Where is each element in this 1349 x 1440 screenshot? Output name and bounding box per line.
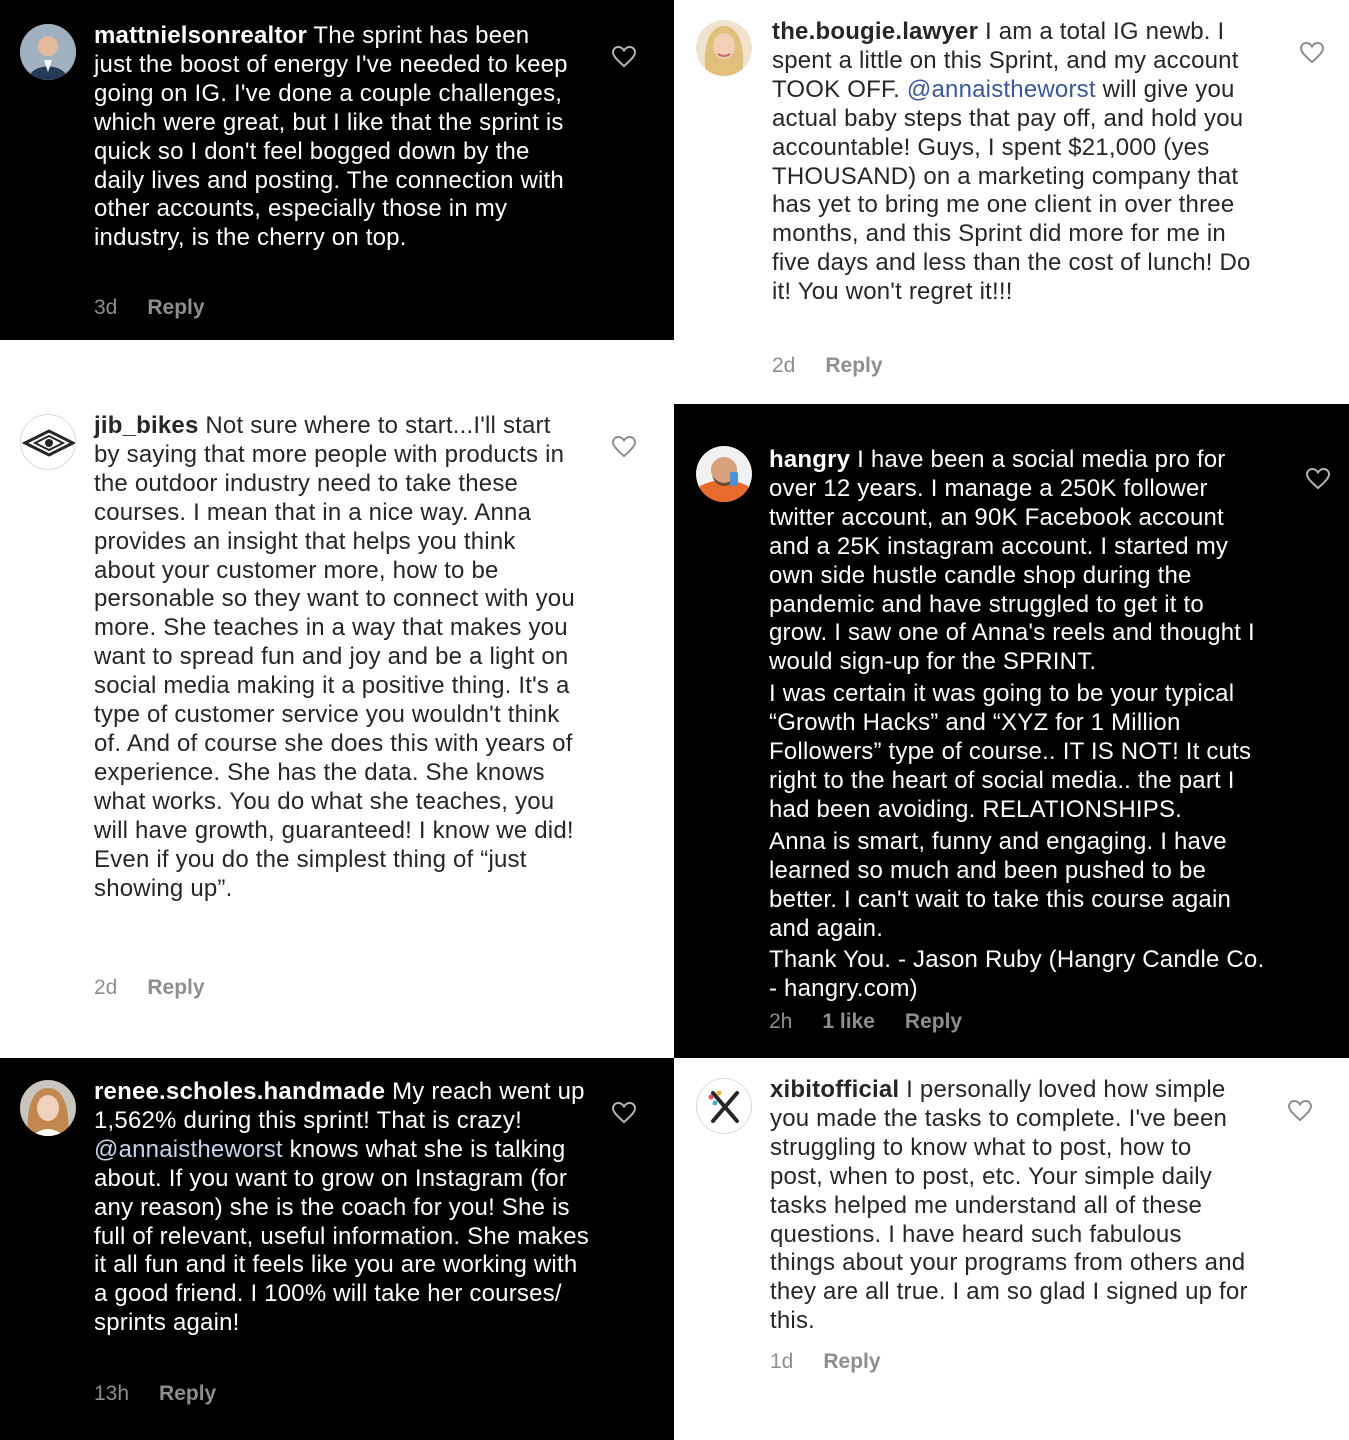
reply-button[interactable]: Reply bbox=[823, 1350, 881, 1373]
comment-paragraph: I was certain it was going to be your typical “Growth Hacks” and “XYZ for 1 Million Followers” type of course.. IT IS NOT! It cuts right to the heart of social media.. the part I had been avoiding. RELATIONSHIPS. bbox=[769, 680, 1252, 823]
reply-button[interactable]: Reply bbox=[904, 1010, 963, 1033]
timestamp: 1d bbox=[770, 1350, 794, 1373]
comment-text bbox=[770, 1076, 1250, 1336]
comment-paragraph: Thank You. - Jason Ruby (Hangry Candle Co. - hangry.com) bbox=[769, 946, 1265, 1003]
like-heart-icon[interactable] bbox=[1288, 1100, 1312, 1122]
reply-button[interactable]: Reply bbox=[825, 354, 883, 377]
username[interactable]: xibitofficial bbox=[770, 1076, 900, 1103]
avatar[interactable] bbox=[20, 414, 76, 470]
avatar-photo-icon bbox=[20, 24, 76, 80]
reply-button[interactable]: Reply bbox=[159, 1382, 217, 1405]
comment-text bbox=[94, 412, 576, 903]
comment-body: My reach went up 1,562% during this sprint! That is crazy! bbox=[94, 1078, 585, 1134]
comment-text bbox=[772, 18, 1262, 307]
comment-card bbox=[0, 0, 674, 340]
timestamp: 3d bbox=[94, 296, 118, 319]
comment-paragraph: Anna is smart, funny and engaging. I have learned so much and been pushed to be better. I can't wait to take this course again and again. bbox=[769, 827, 1232, 942]
avatar[interactable] bbox=[696, 446, 752, 502]
comment-body: will give you actual baby steps that pay off, and hold you accountable! Guys, I spent $21,000 (yes THOUSAND) on a marketing company that has yet to bring me one client in over three months, and this Sprint did more for me in five days and less than the cost of lunch! Do it! You won't regret it!!! bbox=[772, 75, 1251, 306]
comment-meta bbox=[769, 1010, 962, 1034]
avatar[interactable] bbox=[696, 20, 752, 76]
username[interactable]: hangry bbox=[769, 446, 851, 473]
like-heart-icon[interactable] bbox=[1306, 468, 1330, 490]
comment-meta bbox=[770, 1350, 881, 1374]
comment-meta bbox=[772, 354, 883, 378]
comment-meta bbox=[94, 296, 205, 320]
comment-body: The sprint has been just the boost of energy I've needed to keep going on IG. I've done a couple challenges, which were great, but I like that the sprint is quick so I don't feel bogged down by the daily lives and posting. The connection with other accounts, especially those in my industry, is the cherry on top. bbox=[94, 22, 568, 252]
reply-button[interactable]: Reply bbox=[147, 296, 205, 319]
comment-meta bbox=[94, 1382, 216, 1406]
username[interactable]: renee.scholes.handmade bbox=[94, 1078, 386, 1105]
like-heart-icon[interactable] bbox=[612, 46, 636, 68]
avatar-photo-icon bbox=[696, 446, 752, 502]
mention-link[interactable]: @annaistheworst bbox=[906, 75, 1096, 103]
comment-body: I have been a social media pro for over 12 years. I manage a 250K follower twitter account, an 90K Facebook account and a 25K instagram account. I started my own side hustle candle shop during the pandemic and have struggled to get it to grow. I saw one of Anna's reels and thought I would sign-up for the SPRINT. bbox=[769, 446, 1255, 676]
brand-logo-icon bbox=[21, 415, 76, 470]
comment-body: I am a total IG newb. I spent a little on this Sprint, and my account TOOK OFF. bbox=[772, 18, 1239, 103]
timestamp: 2d bbox=[94, 976, 118, 999]
avatar[interactable] bbox=[20, 1080, 76, 1136]
comment-meta bbox=[94, 976, 205, 1000]
reply-button[interactable]: Reply bbox=[147, 976, 205, 999]
timestamp: 2h bbox=[769, 1010, 793, 1033]
avatar-photo-icon bbox=[696, 20, 752, 76]
username[interactable]: mattnielsonrealtor bbox=[94, 22, 307, 49]
comment-body: knows what she is talking about. If you want to grow on Instagram (for any reason) she is the coach for you! She is full of relevant, useful information. She makes it all fun and it feels like you are working with a good friend. I 100% will take her courses/ sprints again! bbox=[94, 1135, 589, 1337]
mention-link[interactable]: @annaistheworst bbox=[94, 1135, 283, 1163]
comment-card bbox=[0, 390, 674, 1058]
avatar[interactable] bbox=[20, 24, 76, 80]
comment-text bbox=[94, 1078, 594, 1338]
avatar-photo-icon bbox=[20, 1080, 76, 1136]
brand-logo-icon bbox=[697, 1079, 752, 1134]
comment-card bbox=[674, 404, 1349, 1058]
username[interactable]: jib_bikes bbox=[94, 412, 199, 439]
timestamp: 13h bbox=[94, 1382, 130, 1405]
likes-count[interactable]: 1 like bbox=[822, 1010, 875, 1033]
comment-body: Not sure where to start...I'll start by saying that more people with products in the outdoor industry need to take these courses. I mean that in a nice way. Anna provides an insight that helps you think about your customer more, how to be personable so they want to connect with you more. She teaches in a way that makes you want to spread fun and joy and be a light on social media making it a positive thing. It's a type of customer service you wouldn't think of. And of course she does this with years of experience. She has the data. She knows what works. You do what she teaches, you will have growth, guaranteed! I know we did! Even if you do the simplest thing of “just showing up”. bbox=[94, 412, 575, 902]
avatar[interactable] bbox=[696, 1078, 752, 1134]
comment-card bbox=[0, 1058, 674, 1440]
like-heart-icon[interactable] bbox=[612, 436, 636, 458]
like-heart-icon[interactable] bbox=[612, 1102, 636, 1124]
comment-text bbox=[94, 22, 574, 253]
username[interactable]: the.bougie.lawyer bbox=[772, 18, 979, 45]
comment-card bbox=[674, 1058, 1349, 1440]
like-heart-icon[interactable] bbox=[1300, 42, 1324, 64]
comment-body: I personally loved how simple you made the tasks to complete. I've been struggling to know what to post, how to post, when to post, etc. Your simple daily tasks helped me understand all of these questions. I have heard such fabulous things about your programs from others and they are all true. I am so glad I signed up for this. bbox=[770, 1076, 1248, 1335]
comment-text bbox=[769, 446, 1269, 1004]
timestamp: 2d bbox=[772, 354, 796, 377]
comment-card bbox=[674, 0, 1349, 404]
